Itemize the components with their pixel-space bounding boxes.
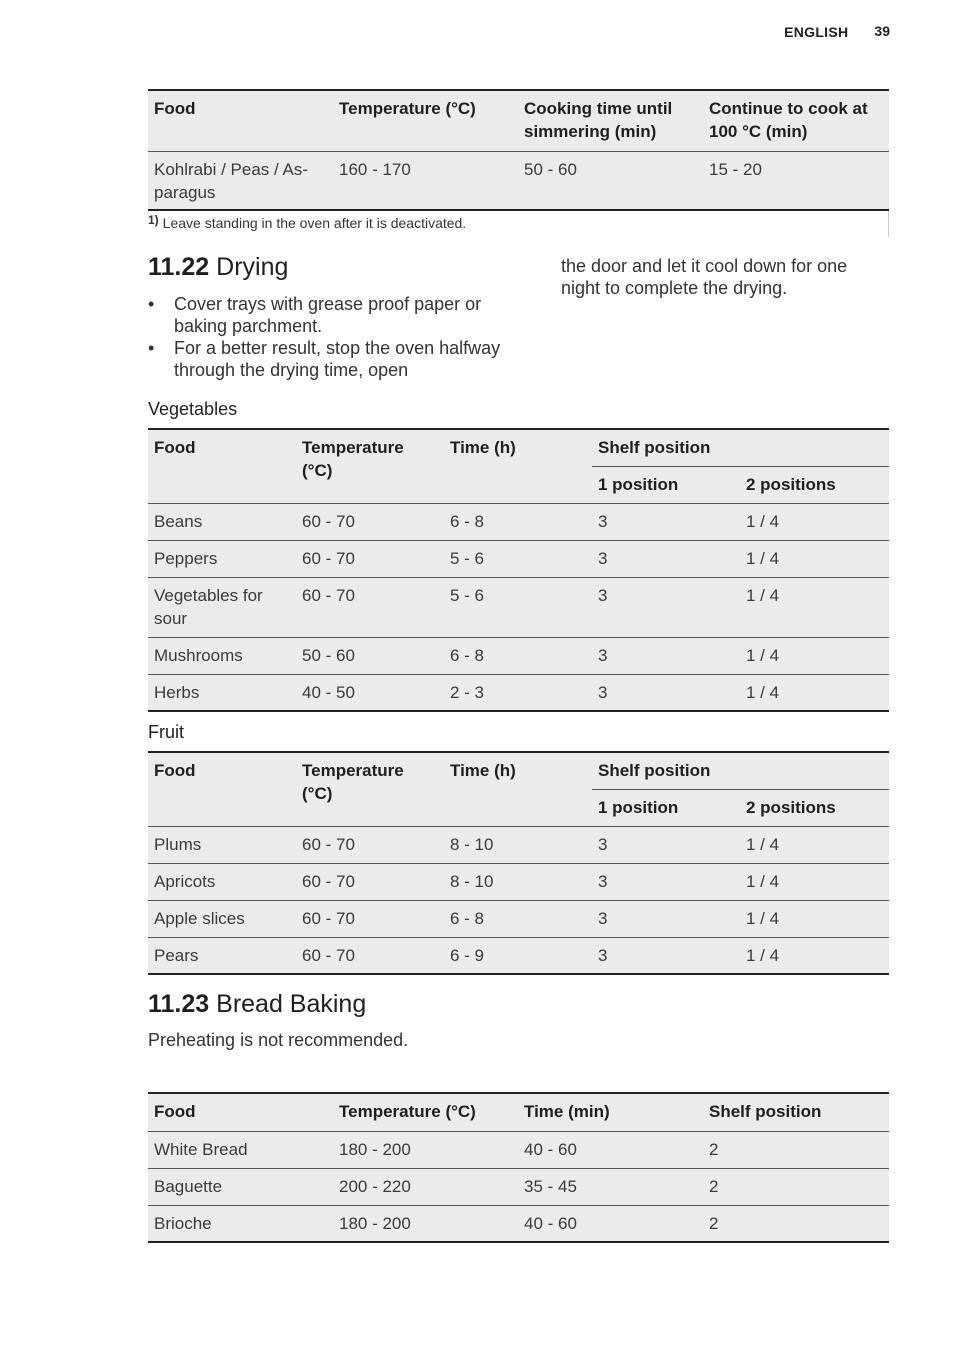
section-number: 11.23 [148,990,210,1018]
table-row [148,863,889,900]
table-cell: 60 - 70 [296,937,444,974]
table-cell: 6 - 8 [444,900,592,937]
table-cell: 6 - 8 [444,637,592,674]
table-row [148,540,889,577]
table-row [148,637,889,674]
table-cell: Vegetables for sour [148,577,296,637]
table-cell: 40 - 60 [518,1205,703,1242]
table-cell: 2 [703,1168,889,1205]
table-cell: 8 - 10 [444,826,592,863]
table-row [148,1168,889,1205]
section-title: Drying [216,253,289,281]
table-cell: White Bread [148,1131,333,1168]
drying-bullets [148,293,518,381]
table-cell: 3 [592,540,740,577]
list-item-text: For a better result, stop the oven halfway through the drying time, open [174,338,501,380]
table-cell: 6 - 9 [444,937,592,974]
table-cell: 2 - 3 [444,674,592,711]
table-cell: 1 / 4 [740,637,889,674]
vegetables-table [148,428,889,712]
table-cell: 60 - 70 [296,863,444,900]
table-cell: 2 [703,1205,889,1242]
table-cell: 8 - 10 [444,863,592,900]
table-cell: 15 - 20 [703,151,889,210]
column-header: Temperature (°C) [302,761,404,803]
table-cell: Kohlrabi / Peas / As-paragus [148,151,333,210]
table-cell: 50 - 60 [296,637,444,674]
table-cell: 200 - 220 [333,1168,518,1205]
column-header: Continue to cook at 100 °C (min) [709,99,868,141]
table-cell: 50 - 60 [518,151,703,210]
table-cell: 1 / 4 [740,900,889,937]
table-cell: 60 - 70 [296,577,444,637]
table-row [148,151,889,210]
table-cell: Apricots [148,863,296,900]
table-row [148,826,889,863]
table-row [148,937,889,974]
table-cell: 1 / 4 [740,540,889,577]
section-heading-bread-baking [148,990,366,1019]
table-cell: 40 - 50 [296,674,444,711]
bullet-icon: • [148,338,155,358]
table-cell: 3 [592,674,740,711]
table-cell: Pears [148,937,296,974]
column-header: Shelf position [598,438,711,457]
table-cell: 1 / 4 [740,503,889,540]
simmering-table [148,89,889,211]
table-cell: 5 - 6 [444,540,592,577]
table-cell: Beans [148,503,296,540]
language-label: ENGLISH [784,24,849,40]
footnote-text: Leave standing in the oven after it is deactivated. [162,215,467,231]
table-cell: 180 - 200 [333,1131,518,1168]
table-cell: Brioche [148,1205,333,1242]
column-header: Cooking time until simmering (min) [524,99,673,141]
table-row [148,503,889,540]
section-number: 11.22 [148,253,210,281]
table-cell: 2 [703,1131,889,1168]
table-cell: Herbs [148,674,296,711]
fruit-table [148,751,889,975]
column-header: Food [154,99,196,118]
table-cell: 3 [592,937,740,974]
table-cell: 60 - 70 [296,826,444,863]
table-cell: 60 - 70 [296,540,444,577]
table-cell: 1 / 4 [740,826,889,863]
column-header: Temperature (°C) [302,438,404,480]
column-header: Shelf position [598,761,711,780]
footnote-marker: 1) [148,213,159,227]
column-header: Temperature (°C) [339,99,476,118]
bullet-icon: • [148,294,155,314]
column-header: Time (h) [450,438,516,457]
table-cell: 3 [592,900,740,937]
table-row [148,1131,889,1168]
table-row [148,1205,889,1242]
list-item-text: Cover trays with grease proof paper or baking parchment. [174,294,482,336]
column-header: Food [154,438,196,457]
column-header: Time (h) [450,761,516,780]
table-cell: Plums [148,826,296,863]
section-title: Bread Baking [216,990,367,1018]
table-cell: 1 / 4 [740,937,889,974]
fruit-label: Fruit [148,722,184,742]
table-cell: 180 - 200 [333,1205,518,1242]
page-header [784,23,890,40]
table-cell: 3 [592,826,740,863]
table-row [148,577,889,637]
column-header: 2 positions [740,789,889,826]
table-cell: Baguette [148,1168,333,1205]
column-header: 2 positions [740,466,889,503]
drying-continuation: the door and let it cool down for one night to complete the drying. [561,256,848,298]
table-cell: 60 - 70 [296,503,444,540]
column-header: Time (min) [524,1102,610,1121]
table-cell: 35 - 45 [518,1168,703,1205]
column-header: 1 position [592,789,740,826]
list-item [148,293,518,337]
table-cell: 3 [592,637,740,674]
table-cell: 40 - 60 [518,1131,703,1168]
table-row [148,674,889,711]
footnote [148,213,466,231]
table-cell: 60 - 70 [296,900,444,937]
table-cell: 6 - 8 [444,503,592,540]
table-cell: 3 [592,503,740,540]
table-row [148,900,889,937]
table-cell: 3 [592,863,740,900]
column-header: 1 position [592,466,740,503]
table-cell: Mushrooms [148,637,296,674]
column-header: Temperature (°C) [339,1102,476,1121]
table-cell: 1 / 4 [740,863,889,900]
column-header: Food [154,761,196,780]
bread-table [148,1092,889,1243]
preheating-note: Preheating is not recommended. [148,1030,409,1050]
list-item [148,337,518,381]
table-cell: Peppers [148,540,296,577]
table-cell: 1 / 4 [740,674,889,711]
table-cell: 3 [592,577,740,637]
table-cell: Apple slices [148,900,296,937]
table-cell: 1 / 4 [740,577,889,637]
divider [888,211,889,237]
column-header: Food [154,1102,196,1121]
page-number: 39 [874,23,890,39]
section-heading-drying [148,253,288,282]
vegetables-label: Vegetables [148,399,238,419]
table-cell: 5 - 6 [444,577,592,637]
column-header: Shelf position [709,1102,822,1121]
table-cell: 160 - 170 [333,151,518,210]
